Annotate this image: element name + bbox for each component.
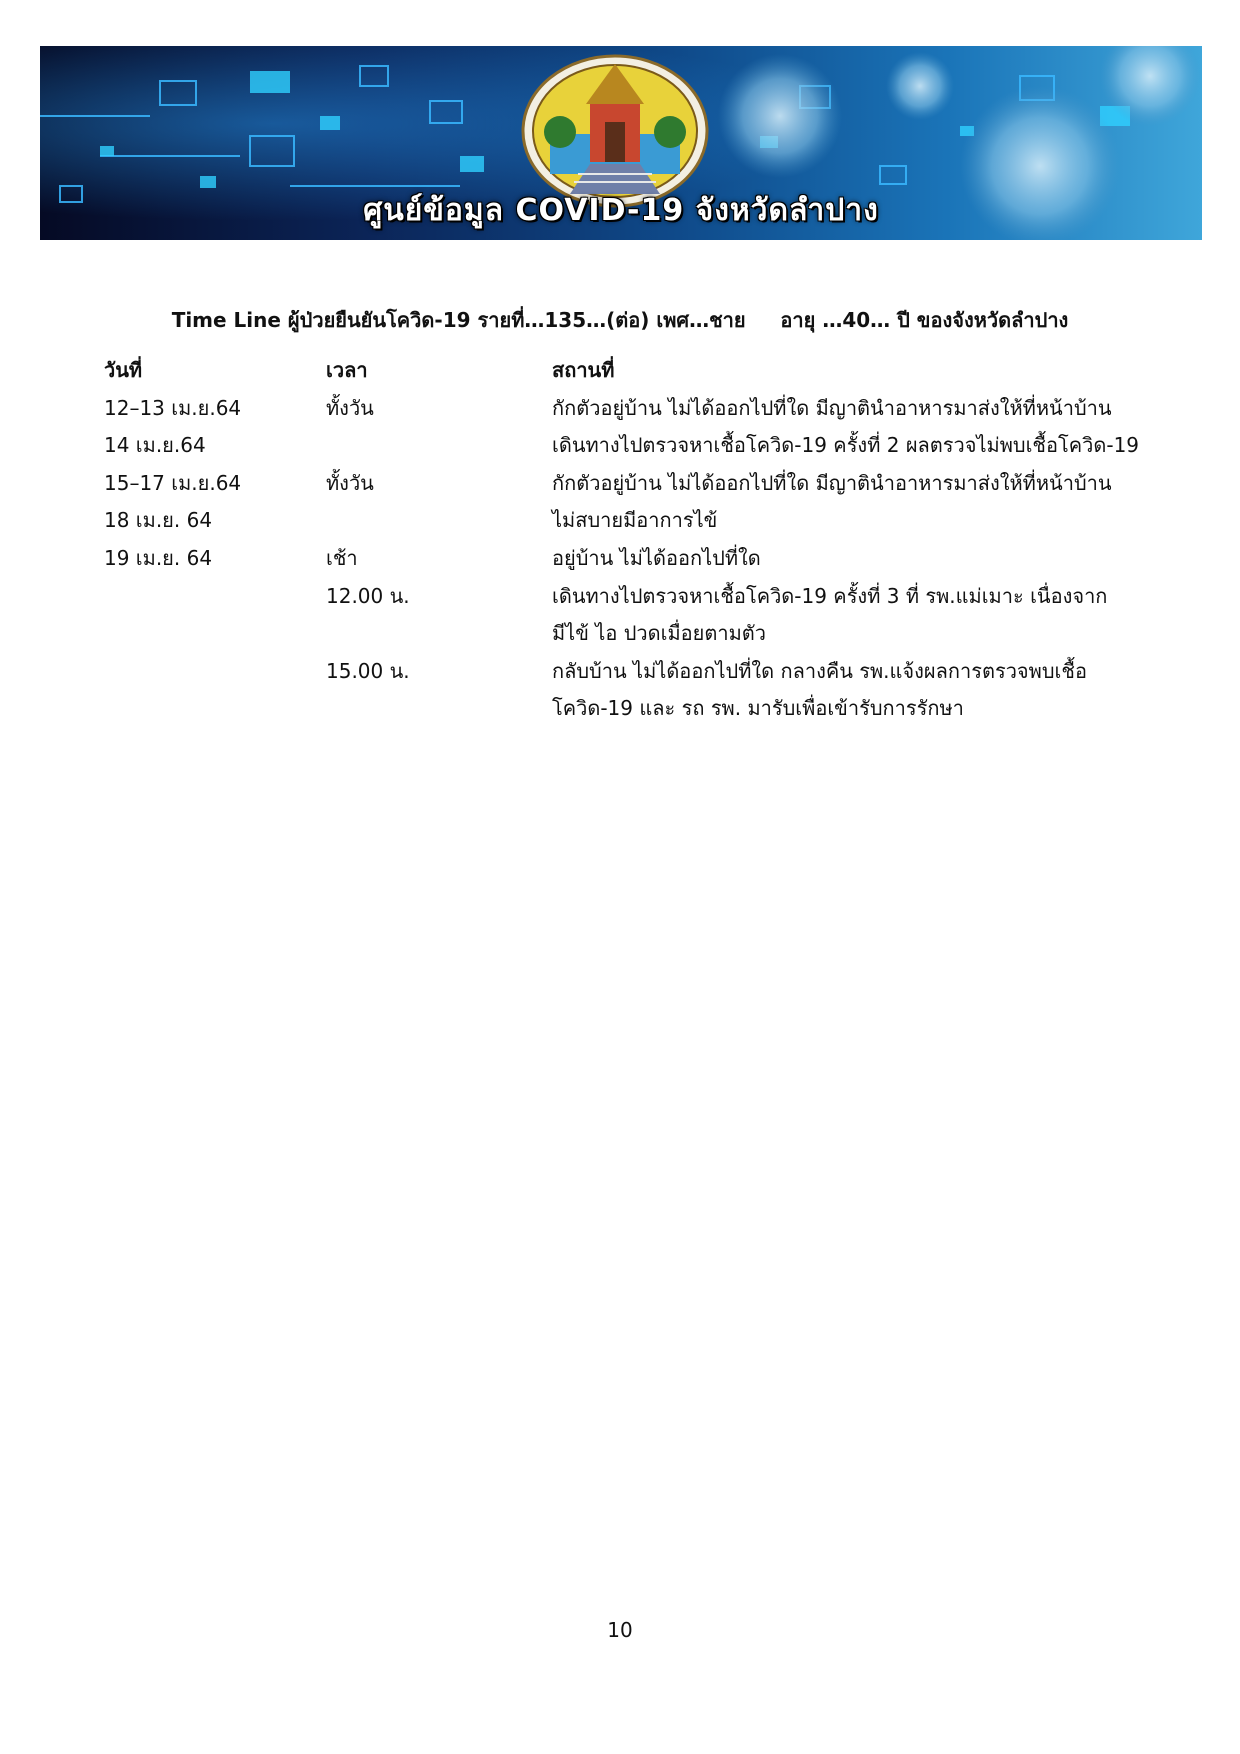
row-date: 18 เม.ย. 64: [104, 508, 213, 533]
table-row: [104, 465, 1194, 503]
table-row: [104, 578, 1194, 616]
row-place: อยู่บ้าน ไม่ได้ออกไปที่ใด: [552, 545, 761, 570]
table-row: [104, 427, 1194, 465]
row-place: กักตัวอยู่บ้าน ไม่ได้ออกไปที่ใด มีญาตินำอาหารมาส่งให้ที่หน้าบ้าน: [552, 470, 1112, 495]
timeline-table: [104, 352, 1194, 728]
document-title: Time Line ผู้ป่วยยืนยันโควิด-19 รายที่…135…(ต่อ) เพศ…ชาย อายุ …40… ปี ของจังหวัดลำปาง: [171, 308, 1069, 332]
row-date: 19 เม.ย. 64: [104, 545, 213, 570]
row-place: กลับบ้าน ไม่ได้ออกไปที่ใด กลางคืน รพ.แจ้งผลการตรวจพบเชื้อ: [552, 658, 1087, 683]
page-number: 10: [607, 1618, 633, 1642]
row-place: เดินทางไปตรวจหาเชื้อโควิด-19 ครั้งที่ 3 ที่ รพ.แม่เมาะ เนื่องจาก: [552, 583, 1108, 608]
row-time: 15.00 น.: [326, 658, 410, 683]
row-place: โควิด-19 และ รถ รพ. มารับเพื่อเข้ารับการรักษา: [552, 696, 964, 721]
header-banner: [40, 46, 1202, 240]
row-time: เช้า: [326, 545, 358, 570]
column-header-time: เวลา: [326, 358, 368, 382]
row-place: ไม่สบายมีอาการไข้: [552, 508, 718, 533]
table-row: [104, 390, 1194, 428]
row-time: ทั้งวัน: [326, 395, 374, 420]
row-time: 12.00 น.: [326, 583, 410, 608]
row-date: 12–13 เม.ย.64: [104, 395, 242, 420]
row-date: 15–17 เม.ย.64: [104, 470, 242, 495]
table-row: [104, 540, 1194, 578]
row-place: กักตัวอยู่บ้าน ไม่ได้ออกไปที่ใด มีญาตินำอาหารมาส่งให้ที่หน้าบ้าน: [552, 395, 1112, 420]
table-row: [104, 615, 1194, 653]
row-date: 14 เม.ย.64: [104, 433, 206, 458]
lampang-seal-logo: [520, 54, 710, 208]
banner-title: ศูนย์ข้อมูล COVID-19 จังหวัดลำปาง: [363, 193, 879, 228]
table-row: [104, 502, 1194, 540]
table-row: [104, 653, 1194, 691]
column-header-place: สถานที่: [552, 358, 615, 382]
table-row: [104, 690, 1194, 728]
table-header-row: [104, 352, 1194, 390]
row-place: มีไข้ ไอ ปวดเมื่อยตามตัว: [552, 621, 766, 646]
row-place: เดินทางไปตรวจหาเชื้อโควิด-19 ครั้งที่ 2 ผลตรวจไม่พบเชื้อโควิด-19: [552, 433, 1140, 458]
row-time: ทั้งวัน: [326, 470, 374, 495]
column-header-date: วันที่: [104, 358, 143, 382]
